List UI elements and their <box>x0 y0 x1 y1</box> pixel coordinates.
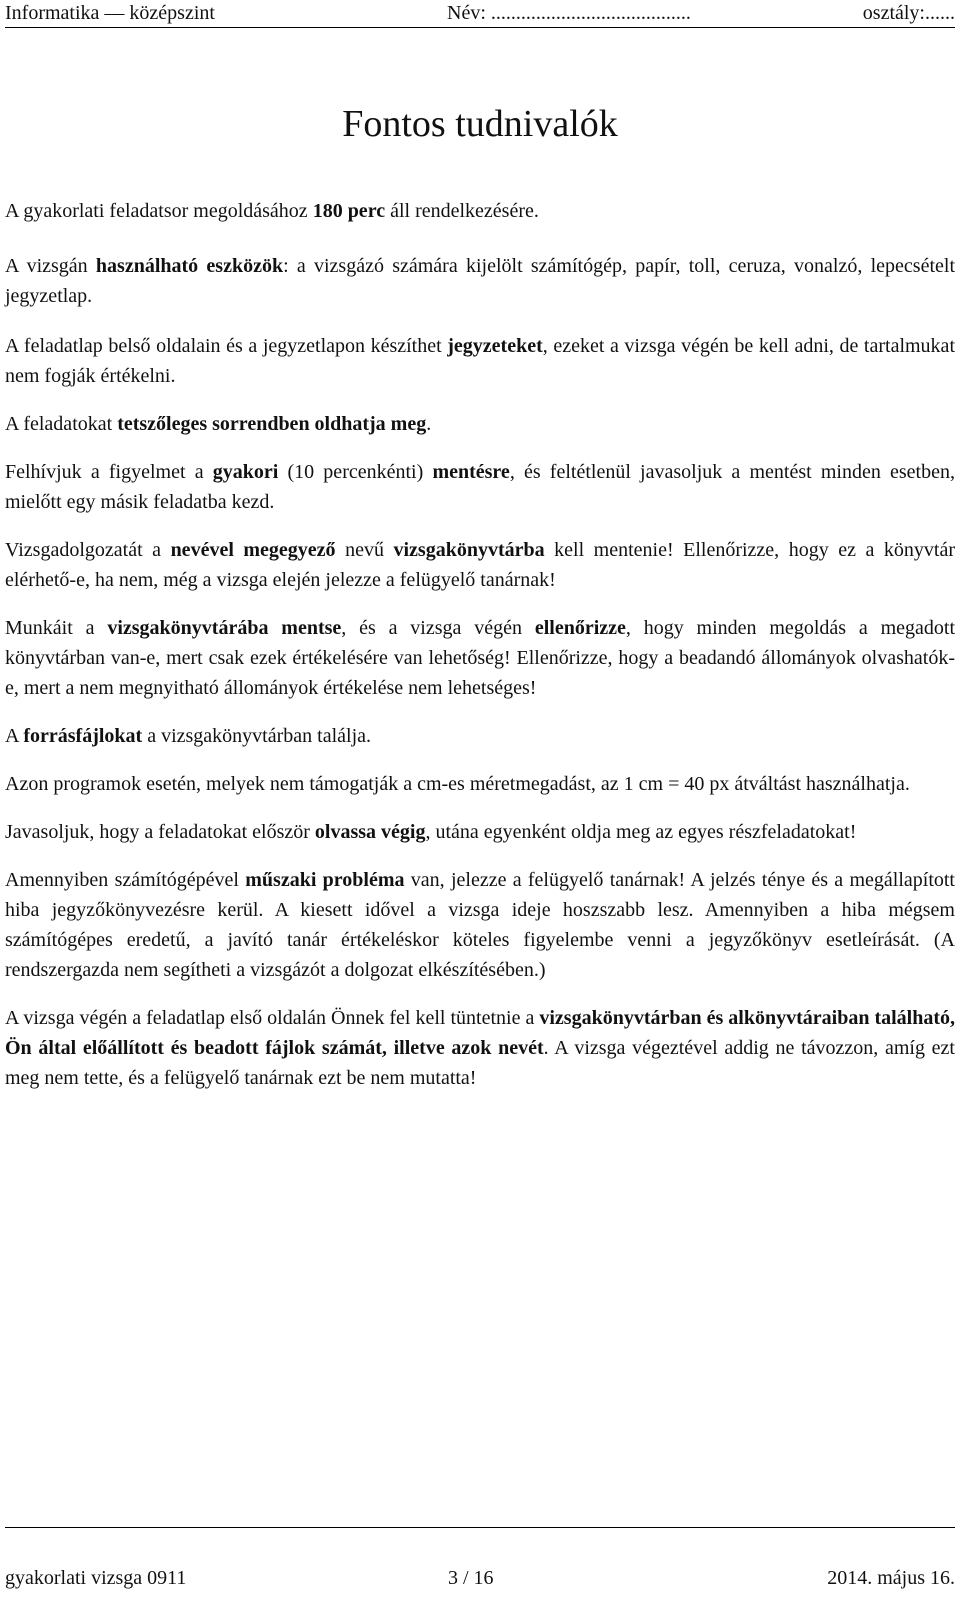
page-title: Fontos tudnivalók <box>342 103 618 145</box>
paragraph-text: , és a vizsga végén <box>341 617 535 639</box>
paragraph-saving <box>5 457 955 517</box>
paragraph-tools <box>5 251 955 311</box>
emphasis-text: forrásfájlokat <box>23 725 143 747</box>
header-class-field: osztály:...... <box>862 2 955 24</box>
paragraph-text: A gyakorlati feladatsor megoldásához <box>5 200 313 222</box>
footer-rule <box>5 1527 955 1528</box>
paragraph-text: (10 percenkénti) <box>278 461 433 483</box>
paragraph-text: : a vizsgázó számára kijelölt számítógép, papír, toll, ceruza, vonalzó, lepecsételt jegyzetlap. <box>5 255 955 307</box>
paragraph-text: Amennyiben számítógépével <box>5 869 246 891</box>
paragraph-text: Munkáit a <box>5 617 108 639</box>
emphasis-text: jegyzeteket <box>447 335 543 357</box>
page-header <box>5 0 955 26</box>
paragraph-text: van, jelezze a felügyelő tanárnak! A jelzés ténye és a megállapított hiba jegyzőkönyvezésre kerül. A kiesett idővel a vizsga ideje hoszszabb lesz. Amennyiben a hiba mégsem számítógépes eredetű, a javító tanár értékeléskor köteles figyelembe venni a jegyzőkönyv esetleírását. (A rendszergazda nem segítheti a vizsgázót a dolgozat elkészítésében.) <box>5 869 955 981</box>
emphasis-text: mentésre <box>432 461 510 483</box>
header-rule <box>5 27 955 28</box>
paragraph-text: . A vizsga végeztével addig ne távozzon, amíg ezt meg nem tette, és a felügyelő tanárnak ezt be nem mutatta! <box>5 1037 955 1089</box>
paragraph-text: A vizsgán <box>5 255 96 277</box>
emphasis-text: ellenőrizze <box>534 617 626 639</box>
paragraph-text: Javasoljuk, hogy a feladatokat először <box>5 821 315 843</box>
paragraph-check-files <box>5 613 955 703</box>
paragraph-text: , hogy minden megoldás a megadott könyvtárban van-e, mert csak ezek értékelésére van lehetőség! Ellenőrizze, hogy a beadandó állományok olvashatók-e, mert a nem megnyitható állományok értékelése nem lehetséges! <box>5 617 955 699</box>
instructions-body <box>5 196 955 1093</box>
paragraph-text: Felhívjuk a figyelmet a <box>5 461 213 483</box>
page-footer <box>5 1565 955 1591</box>
paragraph-text: , utána egyenként oldja meg az egyes részfeladatokat! <box>425 821 857 843</box>
paragraph-text: . <box>426 413 432 435</box>
header-name-field: Név: ........................................ <box>447 2 691 24</box>
emphasis-text: gyakori <box>212 461 279 483</box>
paragraph-technical-problem <box>5 865 955 985</box>
paragraph-text: Azon programok esetén, melyek nem támogatják a cm-es méretmegadást, az 1 cm = 40 px átváltást használhatja. <box>5 773 910 795</box>
paragraph-read-through <box>5 817 955 847</box>
paragraph-time <box>5 196 955 226</box>
emphasis-text: tetszőleges sorrendben oldhatja meg <box>117 413 427 435</box>
paragraph-text: Vizsgadolgozatát a <box>5 539 171 561</box>
paragraph-source-files <box>5 721 955 751</box>
paragraph-exam-folder <box>5 535 955 595</box>
emphasis-text: nevével megegyező <box>170 539 336 561</box>
emphasis-text: 180 perc <box>312 200 386 222</box>
paragraph-text: nevű <box>335 539 394 561</box>
paragraph-text: A feladatokat <box>5 413 118 435</box>
header-subject: Informatika — középszint <box>5 2 215 24</box>
emphasis-text: műszaki probléma <box>245 869 405 891</box>
emphasis-text: vizsgakönyvtárába mentse <box>107 617 342 639</box>
paragraph-text: , ezeket a vizsga végén be kell adni, de tartalmukat nem fogják értékelni. <box>5 335 955 387</box>
emphasis-text: vizsgakönyvtárban és alkönyvtáraiban található, Ön által előállított és beadott fájlok számát, illetve azok nevét <box>5 1007 956 1059</box>
paragraph-text: A vizsga végén a feladatlap első oldalán Önnek fel kell tüntetnie a <box>5 1007 540 1029</box>
footer-exam-code: gyakorlati vizsga 0911 <box>5 1567 187 1589</box>
paragraph-order <box>5 409 955 439</box>
emphasis-text: vizsgakönyvtárba <box>393 539 545 561</box>
paragraph-units <box>5 769 955 799</box>
paragraph-text: , és feltétlenül javasoljuk a mentést minden esetben, mielőtt egy másik feladatba kezd. <box>5 461 955 513</box>
emphasis-text: olvassa végig <box>314 821 426 843</box>
paragraph-text: áll rendelkezésére. <box>385 200 539 222</box>
footer-date: 2014. május 16. <box>827 1567 955 1589</box>
paragraph-text: kell mentenie! Ellenőrizze, hogy ez a könyvtár elérhető-e, ha nem, még a vizsga elején jelezze a felügyelő tanárnak! <box>5 539 955 591</box>
paragraph-text: a vizsgakönyvtárban találja. <box>142 725 372 747</box>
paragraph-file-count <box>5 1003 955 1093</box>
emphasis-text: használható eszközök <box>95 255 284 277</box>
paragraph-text: A feladatlap belső oldalain és a jegyzetlapon készíthet <box>5 335 448 357</box>
footer-page-number: 3 / 16 <box>448 1567 494 1589</box>
paragraph-text: A <box>5 725 24 747</box>
paragraph-notes <box>5 331 955 391</box>
